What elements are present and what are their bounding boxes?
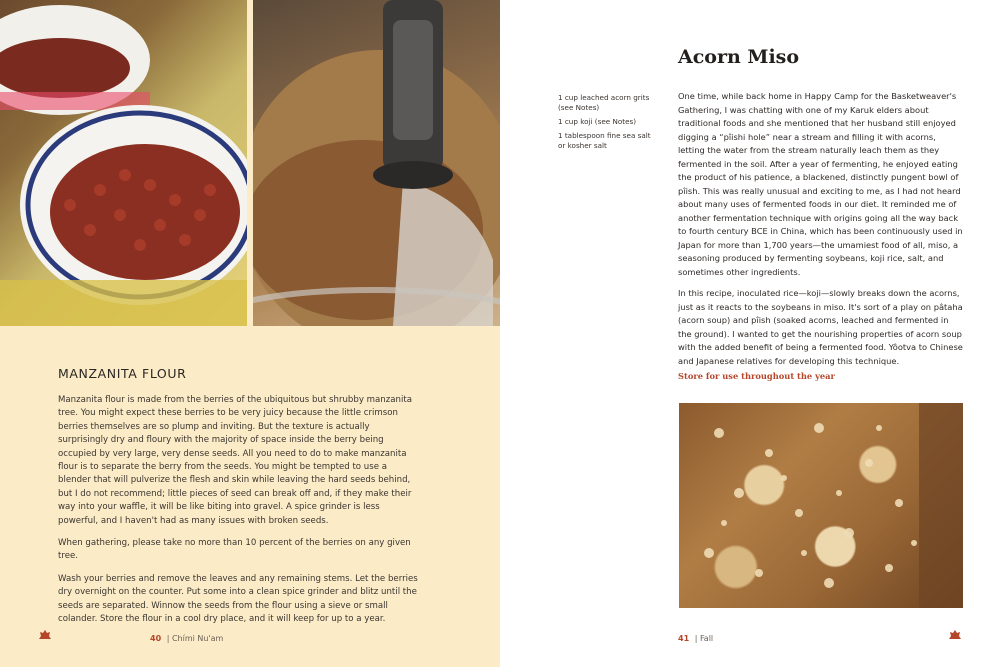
running-section: Chími Nu'am: [171, 634, 224, 643]
page-footer: [150, 634, 223, 643]
acorn-miso-photo: [679, 403, 963, 608]
ingredient-item: 1 tablespoon fine sea salt or kosher salt: [558, 131, 651, 150]
manzanita-berries-photo: [0, 0, 247, 326]
right-page: [500, 0, 1000, 667]
sidebar-paragraph: When gathering, please take no more than 10 percent of the berries on any given tree.: [58, 538, 411, 562]
intro-paragraph: One time, while back home in Happy Camp for the Basketweaver's Gathering, I was chatting with one of my Karuk elders about traditional foods and she mentioned that her husband still enjoyed digging a “pîishi hole” near a stream and filling it with acorns, letting the water from the stream naturally leach them as they fermented in the soil. After a year of fermenting, he enjoyed eating the product of his patience, a blackened, distinctly pungent bowl of pîish. This was really unusual and exciting to me, as I had not heard about many uses of fermented foods in our diet. It reminded me of another fermentation technique with origins going all the way back to fourth century BCE in China, which has been continuously used in Japan for more than 1,700 years—the umamiest food of all, miso, a seasoning produced by fermenting soybeans, koji rice, salt, and sometimes other ingredients.: [678, 91, 963, 277]
page-number: 40: [150, 634, 162, 643]
basket-ornament-icon: [948, 629, 962, 641]
recipe-intro: [678, 90, 964, 376]
sidebar-paragraph: Wash your berries and remove the leaves and any remaining stems. Let the berries dry overnight on the counter. Put some into a clean spice grinder and blitz until the seeds are separated. Winnow the seeds from the flour using a sieve or small colander. Store the flour in a cool dry place, and it will keep for up to a year.: [58, 573, 418, 625]
food-processor-photo: [253, 0, 500, 326]
sidebar-paragraph: Manzanita flour is made from the berries of the ubiquitous but shrubby manzanita tree. You might expect these berries to be very juicy because the little crimson berries themselves are so plump and inviting. But the texture is actually surprisingly dry and floury with the majority of space inside the berry being occupied by very large, very dense seeds. All you need to do to make manzanita flour is to separate the berry from the seeds. You might be tempted to use a blender that will pulverize the flesh and skin while leaving the hard seeds behind, but I do not recommend; little pieces of seed can break off and, if they make their way into your waffle, it will be like biting into gravel. A spice grinder is less powerful, and I haven't had as many issues with broken seeds.: [58, 395, 412, 526]
ingredient-item: 1 cup leached acorn grits (see Notes): [558, 93, 650, 112]
ingredient-item: 1 cup koji (see Notes): [558, 117, 637, 126]
sidebar-title: MANZANITA FLOUR: [58, 366, 187, 381]
sidebar-body: [58, 394, 418, 636]
page-footer: [678, 634, 713, 643]
storage-note: Store for use throughout the year: [678, 371, 835, 381]
footer-separator: |: [694, 634, 698, 643]
running-section: Fall: [699, 634, 714, 643]
footer-separator: |: [166, 634, 170, 643]
recipe-title: Acorn Miso: [678, 46, 800, 68]
page-number: 41: [678, 634, 690, 643]
ingredient-list: [558, 93, 653, 155]
basket-ornament-icon: [38, 629, 52, 641]
intro-paragraph: In this recipe, inoculated rice—koji—slowly breaks down the acorns, just as it reacts to the soybeans in miso. It's sort of a play on pâtaha (acorn soup) and pîish (soaked acorns, leached and fermented in the ground). I wanted to get the nourishing properties of acorn soup with the added benefit of being a fermented food. Yôotva to Chinese and Japanese relatives for developing this technique.: [678, 288, 963, 366]
